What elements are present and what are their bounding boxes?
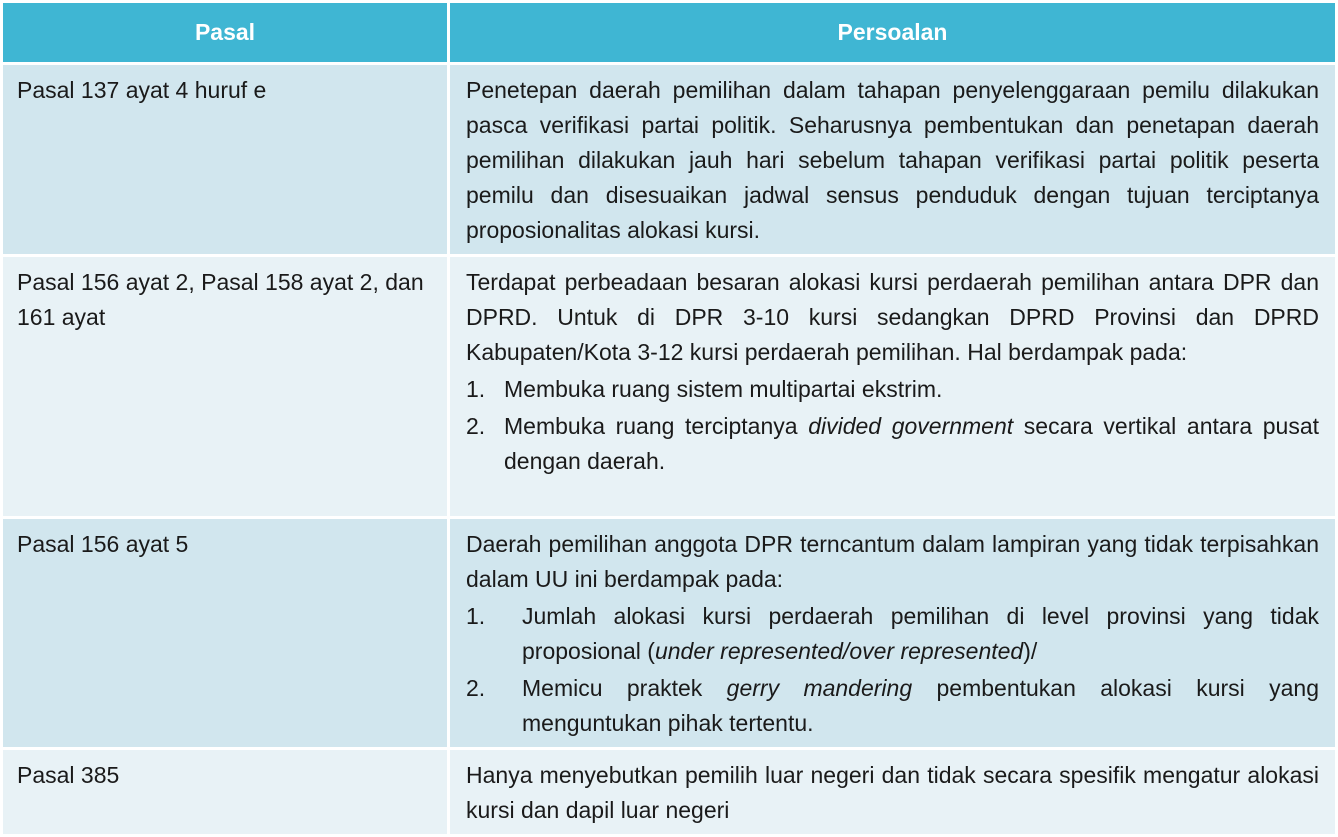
- persoalan-cell: [449, 64, 1337, 256]
- list-item: [466, 372, 1319, 407]
- impact-list: [466, 372, 1319, 479]
- list-text: Membuka ruang terciptanya divided government secara vertikal antara pusat dengan daerah.: [504, 413, 1319, 474]
- pasal-cell: Pasal 137 ayat 4 huruf e: [2, 64, 449, 256]
- list-text: Jumlah alokasi kursi perdaerah pemilihan di level provinsi yang tidak proposional (under represented/over represented)/: [522, 603, 1319, 664]
- table-row: [2, 64, 1337, 256]
- persoalan-text: Hanya menyebutkan pemilih luar negeri dan tidak secara spesifik mengatur alokasi kursi dan dapil luar negeri: [466, 762, 1319, 823]
- emphasis-text: under represented/over represented: [654, 638, 1024, 664]
- list-number: 2.: [466, 413, 486, 439]
- pasal-cell: Pasal 156 ayat 2, Pasal 158 ayat 2, dan 161 ayat: [2, 256, 449, 518]
- pasal-cell: Pasal 156 ayat 5: [2, 518, 449, 749]
- persoalan-cell: [449, 749, 1337, 836]
- header-persoalan: Persoalan: [449, 2, 1337, 64]
- list-number: 1.: [466, 603, 486, 629]
- list-text: Memicu praktek gerry mandering pembentukan alokasi kursi yang menguntukan pihak tertentu.: [522, 675, 1319, 736]
- table-header-row: [2, 2, 1337, 64]
- persoalan-intro: Daerah pemilihan anggota DPR terncantum dalam lampiran yang tidak terpisahkan dalam UU ini berdampak pada:: [466, 531, 1319, 592]
- emphasis-text: divided government: [808, 413, 1014, 439]
- persoalan-intro: Terdapat perbeadaan besaran alokasi kursi perdaerah pemilihan antara DPR dan DPRD. Untuk di DPR 3-10 kursi sedangkan DPRD Provinsi dan DPRD Kabupaten/Kota 3-12 kursi perdaerah pemilihan. Hal berdampak pada:: [466, 269, 1319, 365]
- list-item: [466, 671, 1319, 741]
- table-row: [2, 749, 1337, 836]
- persoalan-cell: [449, 518, 1337, 749]
- pasal-cell: Pasal 385: [2, 749, 449, 836]
- table-row: [2, 256, 1337, 518]
- header-pasal: Pasal: [2, 2, 449, 64]
- list-item: [466, 409, 1319, 479]
- persoalan-cell: [449, 256, 1337, 518]
- list-text: Membuka ruang sistem multipartai ekstrim.: [504, 376, 943, 402]
- list-number: 1.: [466, 376, 486, 402]
- list-number: 2.: [466, 675, 486, 701]
- table-row: [2, 518, 1337, 749]
- impact-list: [466, 599, 1319, 741]
- persoalan-text: Penetepan daerah pemilihan dalam tahapan penyelenggaraan pemilu dilakukan pasca verifikasi partai politik. Seharusnya pembentukan dan penetapan daerah pemilihan dilakukan jauh hari sebelum tahapan verifikasi partai politik peserta pemilu dan disesuaikan jadwal sensus penduduk dengan tujuan terciptanya proposionalitas alokasi kursi.: [466, 77, 1319, 243]
- list-item: [466, 599, 1319, 669]
- emphasis-text: gerry mandering: [726, 675, 913, 701]
